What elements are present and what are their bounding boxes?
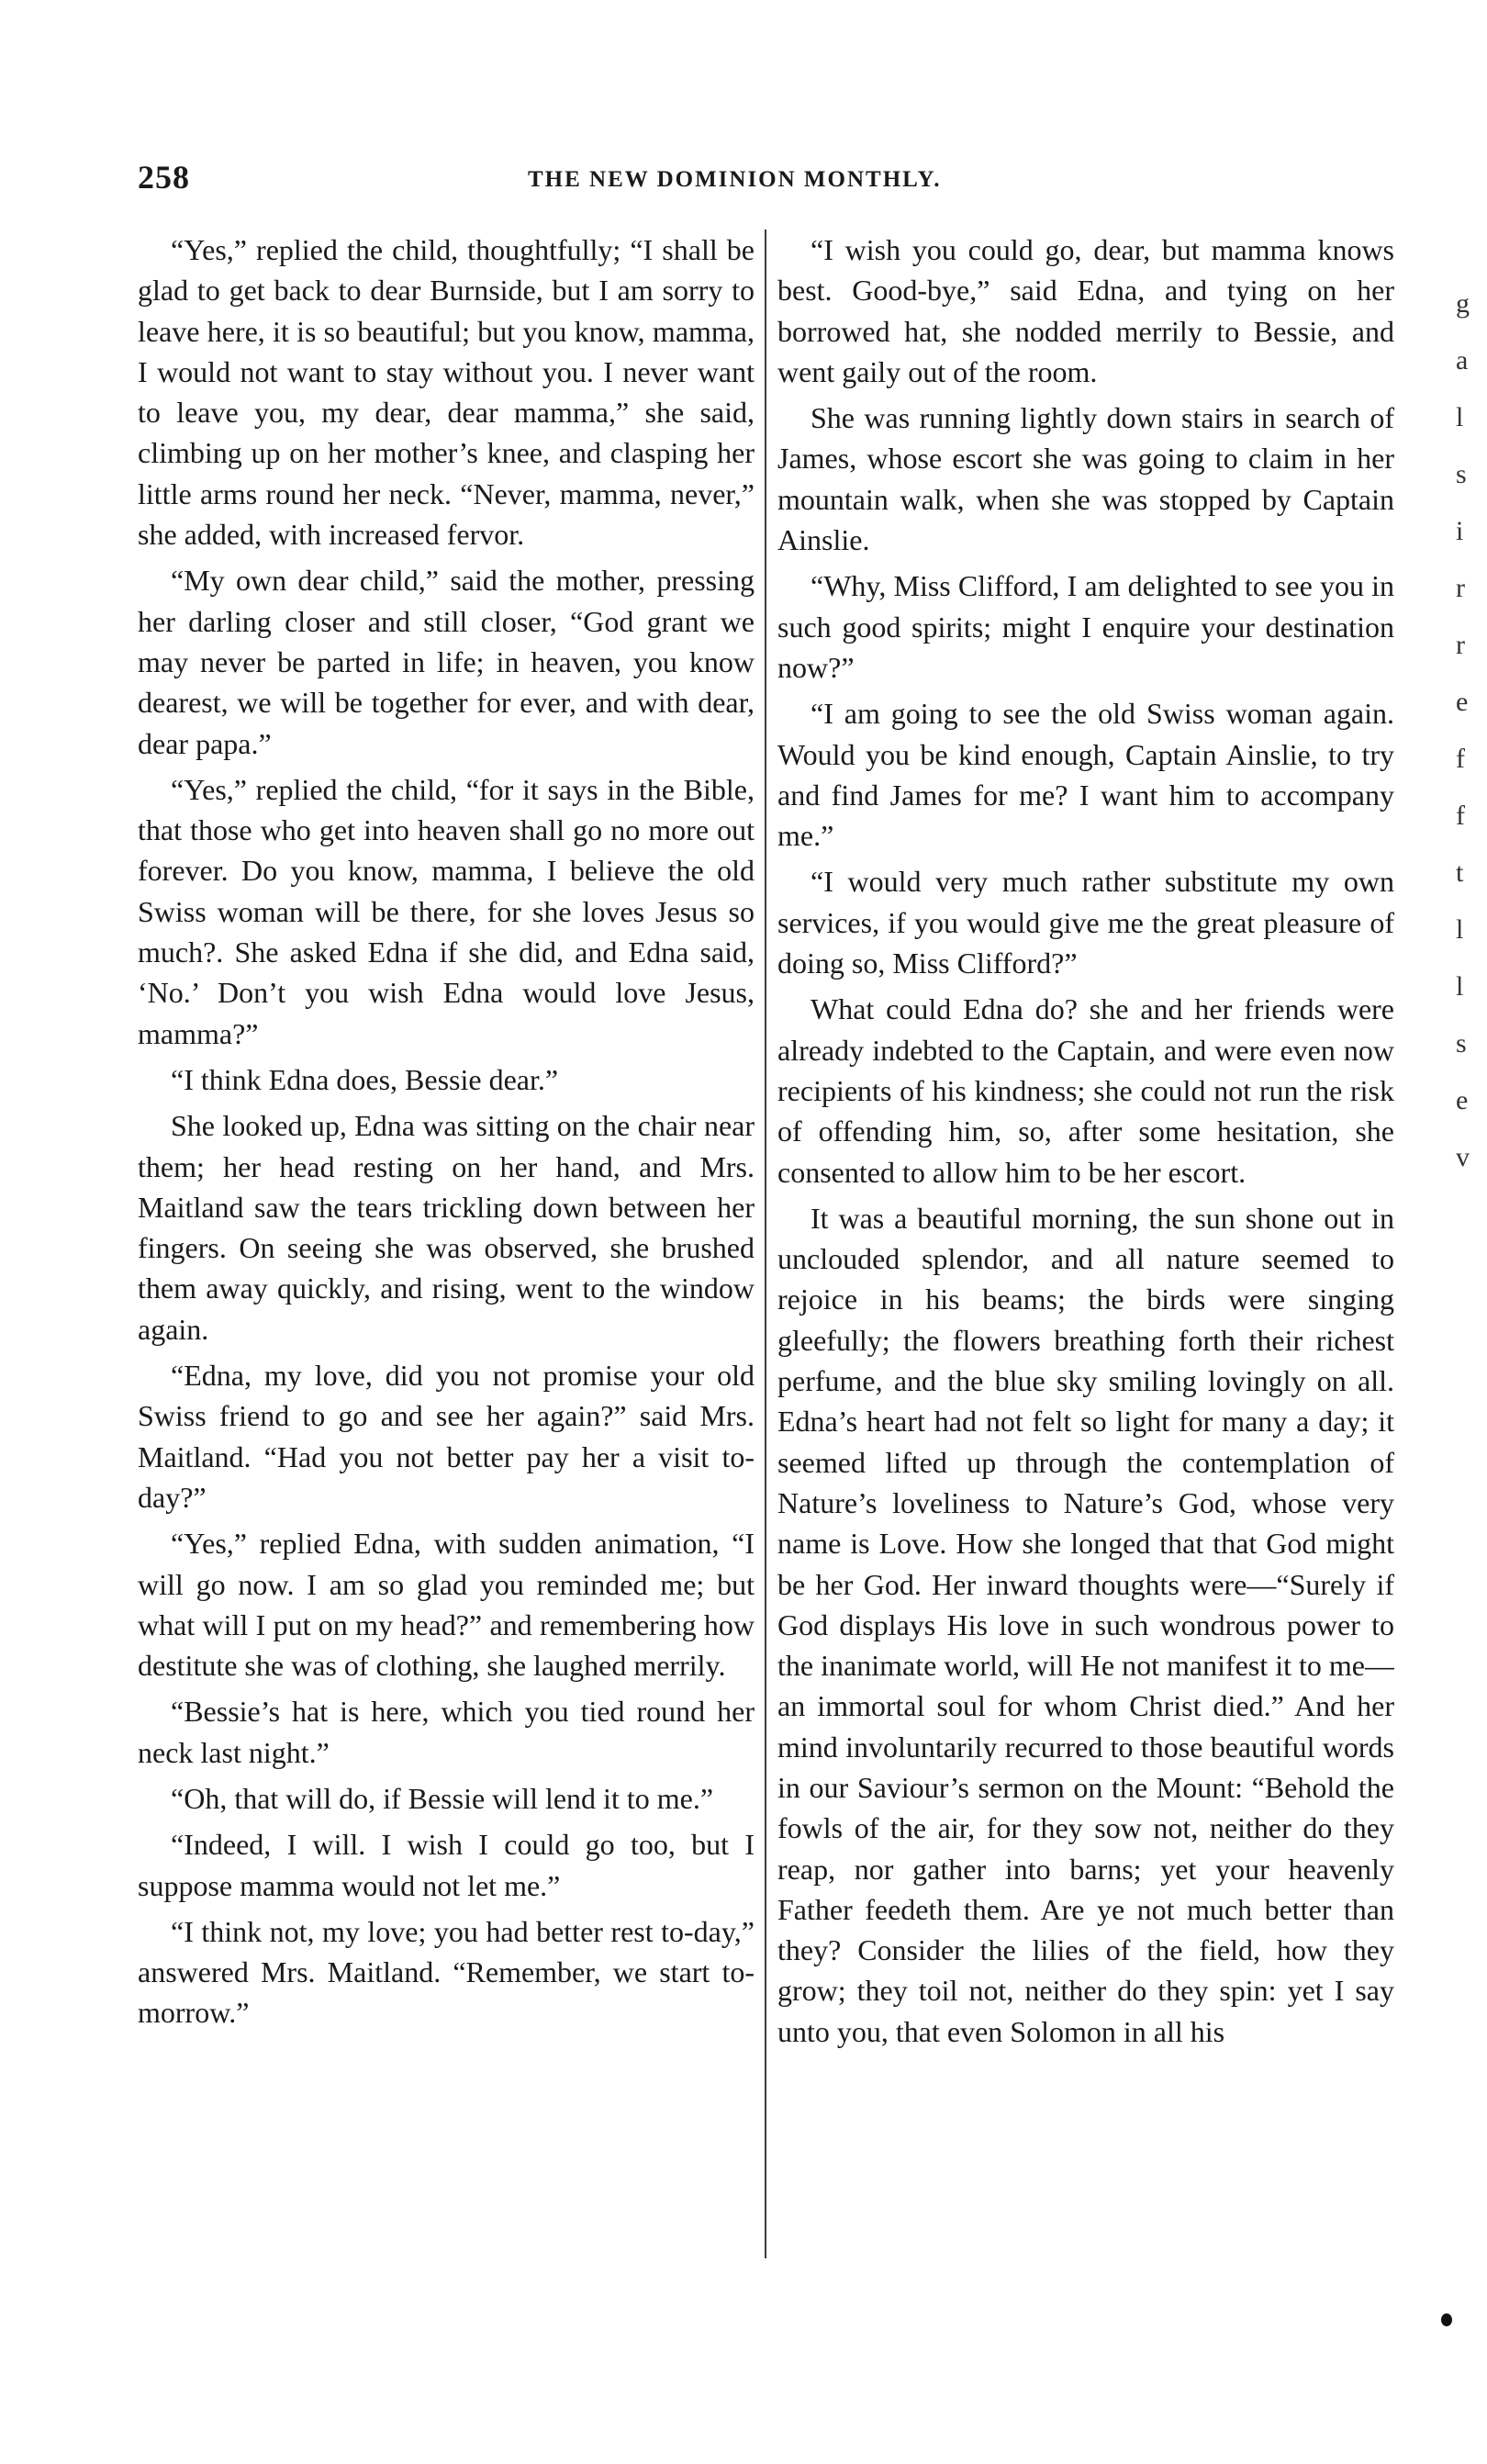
left-column xyxy=(138,230,755,2268)
paragraph: “Yes,” replied Edna, with sudden animation, “I will go now. I am so glad you reminded me; but what will I put on my head?” and remembering how destitute she was of clothing, she laughed merrily. xyxy=(138,1527,755,1683)
edge-fragment: s xyxy=(1456,1028,1467,1058)
edge-fragment: l xyxy=(1456,914,1464,945)
paragraph: “I wish you could go, dear, but mamma knows best. Good-bye,” said Edna, and tying on her borrowed hat, she nodded merrily to Bessie, and went gaily out of the room. xyxy=(777,233,1394,388)
edge-fragment: s xyxy=(1456,459,1467,489)
paragraph: “Yes,” replied the child, thoughtfully; “I shall be glad to get back to dear Burnside, but I am sorry to leave here, it is so beautiful; but you know, mamma, I would not want to stay without you. I never want to leave you, my dear, dear mamma,” she said, climbing up on her mother’s knee, and clasping her little arms round her neck. “Never, mamma, never,” she added, with increased fervor. xyxy=(138,233,755,552)
edge-fragment: l xyxy=(1456,971,1464,1002)
running-head: THE NEW DOMINION MONTHLY. xyxy=(528,167,942,192)
edge-fragment: v xyxy=(1456,1142,1470,1172)
paragraph: “Yes,” replied the child, “for it says in the Bible, that those who get into heaven shall go no more out forever. Do you know, mamma, I believe the old Swiss woman will be there, for she loves Jesus so much?. She asked Edna if she did, and Edna said, ‘No.’ Don’t you wish Edna would love Jesus, mamma?” xyxy=(138,772,755,1050)
edge-fragment: a xyxy=(1456,345,1469,375)
edge-fragment: l xyxy=(1456,402,1464,432)
paragraph: “I think Edna does, Bessie dear.” xyxy=(171,1062,559,1096)
paragraph: “Oh, that will do, if Bessie will lend it to me.” xyxy=(171,1781,714,1815)
paragraph: “Why, Miss Clifford, I am delighted to see you in such good spirits; might I enquire your destination now?” xyxy=(777,569,1394,684)
edge-fragment: i xyxy=(1456,516,1464,546)
edge-fragment: g xyxy=(1456,288,1470,319)
page-number: 258 xyxy=(138,159,190,196)
column-divider xyxy=(765,230,766,2258)
paragraph: “Bessie’s hat is here, which you tied round her neck last night.” xyxy=(138,1695,755,1769)
right-column xyxy=(777,230,1394,2268)
paragraph: “I would very much rather substitute my own services, if you would give me the great pleasure of doing so, Miss Clifford?” xyxy=(777,865,1394,980)
edge-fragment: e xyxy=(1456,1085,1469,1115)
facing-page-edge xyxy=(1456,275,1483,2295)
paragraph: “Edna, my love, did you not promise your old Swiss friend to go and see her again?” said Mrs. Maitland. “Had you not better pay her a visit to-day?” xyxy=(138,1359,755,1514)
paragraph: She looked up, Edna was sitting on the chair near them; her head resting on her hand, and Mrs. Maitland saw the tears trickling down between her fingers. On seeing she was observed, she brushed them away quickly, and rising, went to the window again. xyxy=(138,1109,755,1346)
paragraph: It was a beautiful morning, the sun shone out in unclouded splendor, and all nature seemed to rejoice in his beams; the birds were singing gleefully; the flowers breathing forth their richest perfume, and the blue sky smiling lovingly on all. Edna’s heart had not felt so light for many a day; it seemed lifted up through the contemplation of Nature’s loveliness to Nature’s God, whose very name is Love. How she longed that that God might be her God. Her inward thoughts were—“Surely if God displays His love in such wondrous power to the inanimate world, will He not manifest it to me—an immortal soul for whom Christ died.” And her mind involuntarily recurred to those beautiful words in our Saviour’s sermon on the Mount: “Behold the fowls of the air, for they sow not, neither do they reap, nor gather into barns; yet your heavenly Father feedeth them. Are ye not much better than they? Consider the lilies of the field, how they grow; they toil not, neither do they spin: yet I say unto you, that even Solomon in all his xyxy=(777,1201,1394,2048)
edge-fragment: e xyxy=(1456,687,1469,717)
edge-fragment: t xyxy=(1456,857,1464,888)
paragraph: “I am going to see the old Swiss woman again. Would you be kind enough, Captain Ainslie, to try and find James for me? I want him to accompany me.” xyxy=(777,697,1394,853)
ink-blot xyxy=(1441,2313,1452,2326)
paragraph: “Indeed, I will. I wish I could go too, but I suppose mamma would not let me.” xyxy=(138,1828,755,1902)
paragraph: “My own dear child,” said the mother, pressing her darling closer and still closer, “God grant we may never be parted in life; in heaven, you know dearest, we will be together for ever, and with dear, dear papa.” xyxy=(138,564,755,760)
edge-fragment: f xyxy=(1456,744,1465,774)
edge-fragment: f xyxy=(1456,801,1465,831)
paragraph: “I think not, my love; you had better rest to-day,” answered Mrs. Maitland. “Remember, we start to-morrow.” xyxy=(138,1914,755,2030)
paragraph: What could Edna do? she and her friends were already indebted to the Captain, and were even now recipients of his kindness; she could not run the risk of offending him, so, after some hesitation, she consented to allow him to be her escort. xyxy=(777,992,1394,1189)
page-header xyxy=(138,158,1004,204)
edge-fragment: r xyxy=(1456,630,1465,660)
edge-fragment: r xyxy=(1456,573,1465,603)
paragraph: She was running lightly down stairs in search of James, whose escort she was going to claim in her mountain walk, when she was stopped by Captain Ainslie. xyxy=(777,401,1394,557)
